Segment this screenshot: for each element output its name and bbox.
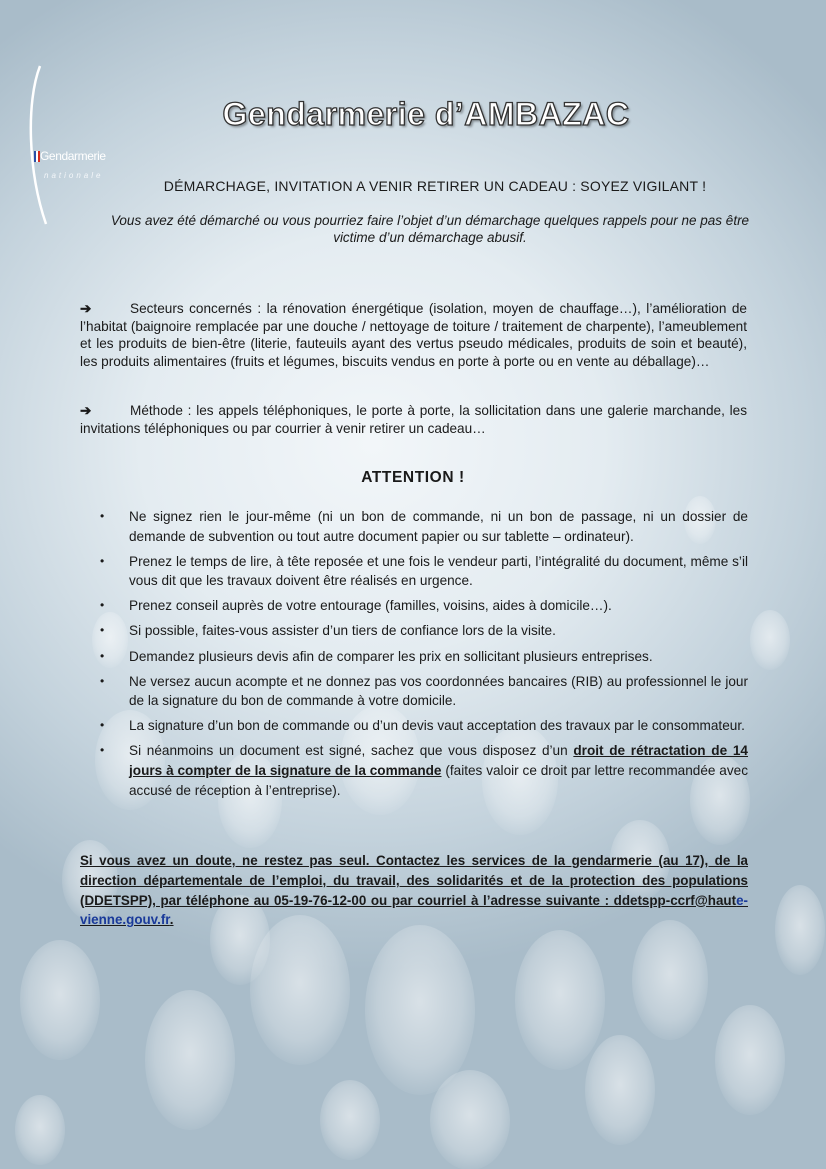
bullet-icon: • — [100, 509, 105, 523]
list-item-text: (faites valoir ce droit par lettre recommandée avec accusé de réception à l’entreprise). — [129, 763, 748, 798]
paragraph-text: Méthode : les appels téléphoniques, le porte à porte, la sollicitation dans une galerie marchande, les invitations téléphoniques ou par courrier à venir retirer un cadeau… — [80, 403, 747, 436]
list-item-text: La signature d’un bon de commande ou d’un devis vaut acceptation des travaux par le consommateur. — [129, 718, 745, 734]
bullet-icon: • — [100, 673, 105, 688]
paragraph-sectors — [80, 300, 747, 370]
list-item-text: Demandez plusieurs devis afin de comparer les prix en sollicitant plusieurs entreprises. — [129, 648, 653, 664]
list-item — [98, 647, 748, 667]
page-title: Gendarmerie d’AMBAZAC — [222, 96, 630, 132]
advice-list — [98, 507, 748, 806]
list-item-retractation — [98, 741, 748, 800]
arrow-icon: ➔ — [80, 403, 92, 418]
logo-subtext: nationale — [44, 171, 104, 180]
list-item-text: Prenez conseil auprès de votre entourage (familles, voisins, aides à domicile…). — [129, 598, 612, 614]
email-link[interactable]: e-vienne.gouv.fr — [80, 892, 748, 928]
subtitle: DÉMARCHAGE, INVITATION A VENIR RETIRER UN CADEAU : SOYEZ VIGILANT ! — [163, 178, 707, 194]
list-item-text: Si possible, faites-vous assister d’un tiers de confiance lors de la visite. — [129, 623, 556, 639]
footer-text: Si vous avez un doute, ne restez pas seul. Contactez les services de la gendarmerie (au 17), de la direction départementale de l’emploi, du travail, des solidarités et de la protection des populations (DDETSPP), par téléphone au 05-19-76-12-00 ou par courriel à l’adresse suivante : ddetspp-ccrf@haut — [80, 853, 748, 908]
bullet-icon: • — [100, 553, 105, 568]
intro-text: Vous avez été démarché ou vous pourriez faire l’objet d’un démarchage quelques rappels pour ne pas être victime d’un démarchage abusif. — [110, 213, 750, 245]
list-item — [98, 716, 748, 736]
list-item-text: Ne signez rien le jour-même (ni un bon de commande, ni un bon de passage, ni un dossier de demande de subvention ou tout autre document papier ou sur tablette – ordinateur). — [129, 509, 748, 544]
list-item — [98, 552, 748, 591]
bullet-icon: • — [100, 718, 105, 733]
list-item-text: Ne versez aucun acompte et ne donnez pas vos coordonnées bancaires (RIB) au professionnel le jour de la signature du bon de commande à votre domicile. — [129, 673, 748, 709]
list-item-text: Prenez le temps de lire, à tête reposée et une fois le vendeur parti, l’intégralité du document, même s’il vous dit que les travaux doivent être réalisés en urgence. — [129, 553, 748, 589]
bullet-icon: • — [100, 598, 105, 613]
logo-name: Gendarmerie — [40, 149, 106, 163]
arrow-icon: ➔ — [80, 301, 92, 316]
list-item-text: Si néanmoins un document est signé, sachez que vous disposez d’un — [129, 743, 574, 759]
retractation-emphasis: droit de rétractation de 14 jours à compter de la signature de la commande — [129, 743, 748, 779]
bullet-icon: • — [100, 648, 105, 663]
paragraph-text: Secteurs concernés : la rénovation énergétique (isolation, moyen de chauffage…), l’amélioration de l’habitat (baignoire remplacée par une douche / nettoyage de toiture / traitement de charpente), l’ameublement et les produits de bien-être (literie, fauteuils ayant des vertus pseudo médicales, produits de soin et beauté), les produits alimentaires (fruits et légumes, biscuits vendus en porte à porte ou en vente au déballage)… — [80, 301, 747, 369]
attention-heading: ATTENTION ! — [361, 469, 465, 486]
paragraph-method — [80, 402, 747, 437]
bullet-icon: • — [100, 743, 105, 758]
bullet-icon: • — [100, 623, 105, 638]
gendarmerie-logo-arc — [26, 62, 110, 232]
contact-footer — [80, 851, 748, 930]
list-item — [98, 596, 748, 616]
list-item — [98, 621, 748, 641]
list-item — [98, 507, 748, 546]
list-item — [98, 672, 748, 711]
footer-end: . — [169, 912, 174, 928]
